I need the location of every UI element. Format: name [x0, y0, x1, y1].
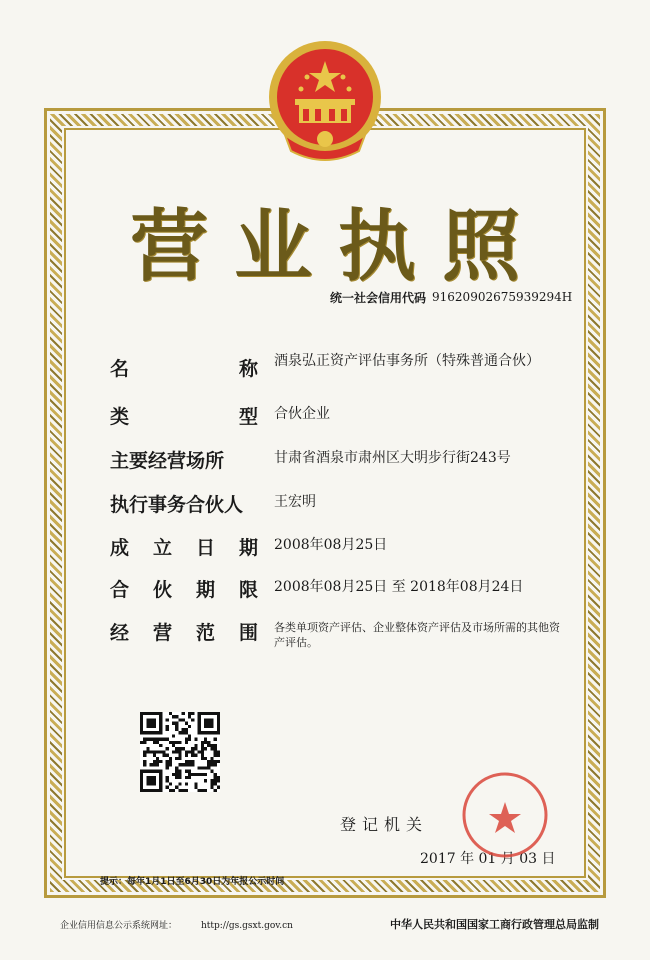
official-seal-icon: [460, 770, 550, 860]
field-partner-value: 王宏明: [274, 494, 316, 510]
field-address-value: 甘肃省酒泉市肃州区大明步行街243号: [274, 450, 511, 466]
footer-website: [60, 918, 293, 931]
national-emblem-icon: [265, 35, 385, 165]
qr-code-icon: [140, 712, 220, 792]
field-term-value: 2008年08月25日 至 2018年08月24日: [274, 579, 524, 595]
field-scope-value: 各类单项资产评估、企业整体资产评估及市场所需的其他资产评估。: [274, 621, 560, 649]
title-char: 业: [233, 202, 312, 292]
registration-authority: 登记机关: [340, 815, 429, 834]
field-address-label: 主要经营场所: [110, 450, 225, 472]
footer-website-label: 企业信用信息公示系统网址：: [60, 921, 178, 931]
field-name-label: 名 称: [110, 358, 258, 380]
field-established-value: 2008年08月25日: [274, 537, 388, 553]
field-type-value: 合伙企业: [274, 406, 330, 422]
field-scope-label: 经 营 范 围: [110, 622, 258, 644]
credit-code-label: 统一社会信用代码: [330, 290, 427, 305]
field-type-label: 类 型: [110, 406, 258, 428]
credit-code-value: 91620902675939294H: [432, 290, 573, 304]
field-name-value: 酒泉弘正资产评估事务所（特殊普通合伙）: [274, 353, 540, 369]
title-char: 照: [441, 202, 520, 292]
title-char: 执: [337, 202, 416, 292]
registration-date: 2017 年 01 月 03 日: [420, 851, 556, 867]
field-partner-label: 执行事务合伙人: [110, 494, 244, 516]
annual-report-tip: 提示：每年1月1日至6月30日为年报公示时间: [100, 877, 285, 887]
footer-website-url[interactable]: http://gs.gsxt.gov.cn: [201, 921, 293, 931]
field-term-label: 合 伙 期 限: [110, 579, 258, 601]
title-char: 营: [130, 202, 209, 292]
credit-code: [330, 287, 580, 307]
license-title: [130, 195, 520, 292]
footer-issuer: 中华人民共和国国家工商行政管理总局监制: [390, 918, 599, 931]
field-established-label: 成 立 日 期: [110, 537, 258, 559]
